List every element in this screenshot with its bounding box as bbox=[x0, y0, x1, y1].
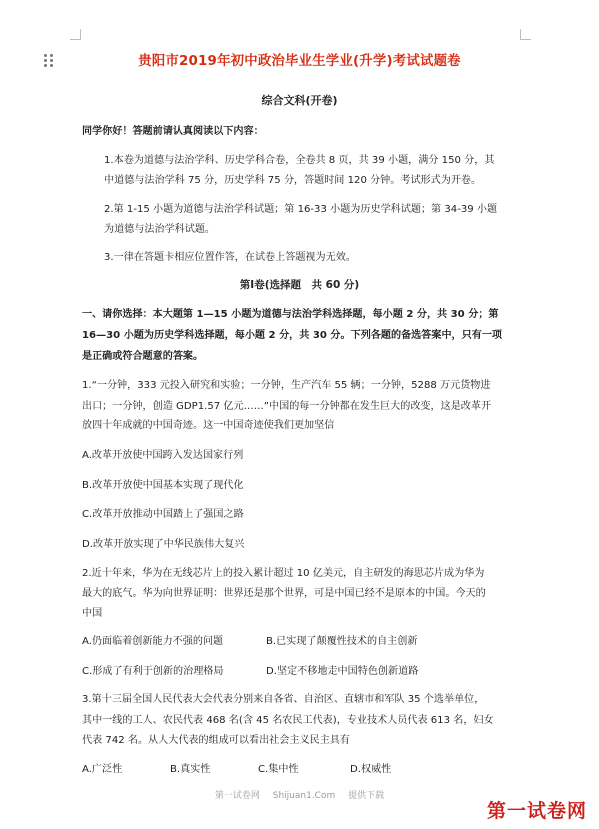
question-2-option-a: A.仍面临着创新能力不强的问题 bbox=[82, 636, 224, 647]
question-2-stem-line-3: 中国 bbox=[82, 608, 103, 619]
question-1-stem-line-1: 1.“一分钟，333 元投入研究和实验；一分钟，生产汽车 55 辆；一分钟，5288 万元货物进 bbox=[82, 380, 491, 391]
question-2-option-c: C.形成了有利于创新的治理格局 bbox=[82, 666, 224, 677]
question-3-option-b: B.真实性 bbox=[170, 764, 211, 775]
question-1-stem-line-3: 放四十年成就的中国奇迹。这一中国奇迹使我们更加坚信 bbox=[82, 420, 335, 431]
part-intro-line-1: 一、请你选择：本大题第 1—15 小题为道德与法治学科选择题，每小题 2 分，共 30 分；第 bbox=[82, 309, 499, 320]
instruction-1-line-1: 1.本卷为道德与法治学科、历史学科合卷，全卷共 8 页，共 39 小题，满分 150 分，其 bbox=[104, 155, 495, 166]
exam-title: 贵阳市2019年初中政治毕业生学业(升学)考试试题卷 bbox=[138, 54, 461, 69]
footer-site-url[interactable]: Shijuan1.Com bbox=[272, 791, 336, 801]
site-watermark-logo: 第一试卷网 bbox=[486, 800, 587, 822]
question-1-option-c: C.改革开放推动中国踏上了强国之路 bbox=[82, 509, 244, 520]
part-intro-line-3: 是正确或符合题意的答案。 bbox=[82, 351, 204, 362]
question-1-option-b: B.改革开放使中国基本实现了现代化 bbox=[82, 480, 244, 491]
question-3-stem-line-2: 其中一线的工人、农民代表 468 名(含 45 名农民工代表)，专业技术人员代表 613 名，妇女 bbox=[82, 715, 494, 726]
footer-download-text: 提供下载 bbox=[348, 791, 385, 801]
greeting: 同学你好！答题前请认真阅读以下内容： bbox=[82, 126, 264, 137]
exam-subtitle: 综合文科(开卷) bbox=[261, 94, 338, 107]
question-3-option-d: D.权威性 bbox=[350, 764, 392, 775]
question-3-option-a: A.广泛性 bbox=[82, 764, 123, 775]
instruction-2-line-2: 为道德与法治学科试题。 bbox=[104, 224, 216, 235]
question-3-stem-line-1: 3.第十三届全国人民代表大会代表分别来自各省、自治区、直辖市和军队 35 个选举单位， bbox=[82, 694, 485, 705]
section-title: 第Ⅰ卷(选择题 共 60 分) bbox=[239, 279, 360, 291]
question-2-stem-line-2: 最大的底气。华为向世界证明：世界还是那个世界，可是中国已经不是原本的中国。今天的 bbox=[82, 588, 486, 599]
question-2-option-d: D.坚定不移地走中国特色创新道路 bbox=[266, 666, 419, 677]
page-corner-mark-left bbox=[70, 29, 81, 40]
instruction-2-line-1: 2.第 1-15 小题为道德与法治学科试题；第 16-33 小题为历史学科试题；第 34-39 小题 bbox=[104, 204, 498, 215]
instruction-1-line-2: 中道德与法治学科 75 分，历史学科 75 分，答题时间 120 分钟。考试形式为开卷。 bbox=[104, 175, 482, 186]
footer-site-name: 第一试卷网 bbox=[214, 791, 260, 801]
question-1-option-d: D.改革开放实现了中华民族伟大复兴 bbox=[82, 539, 245, 550]
question-1-stem-line-2: 出口；一分钟，创造 GDP1.57 亿元……”中国的每一分钟都在发生巨大的改变，这是改革开 bbox=[82, 401, 492, 412]
question-2-stem-line-1: 2.近十年来，华为在无线芯片上的投入累计超过 10 亿美元，自主研发的海思芯片成为华为 bbox=[82, 568, 485, 579]
question-2-option-b: B.已实现了颠覆性技术的自主创新 bbox=[266, 636, 418, 647]
instruction-3: 3.一律在答题卡相应位置作答，在试卷上答题视为无效。 bbox=[104, 252, 356, 263]
question-3-stem-line-3: 代表 742 名。从人大代表的组成可以看出社会主义民主具有 bbox=[82, 735, 350, 746]
part-intro-line-2: 16—30 小题为历史学科选择题，每小题 2 分，共 30 分。下列各题的备选答案中，只有一项 bbox=[82, 330, 503, 341]
question-1-option-a: A.改革开放使中国跨入发达国家行列 bbox=[82, 450, 244, 461]
page-corner-mark-right bbox=[520, 29, 531, 40]
question-3-option-c: C.集中性 bbox=[258, 764, 299, 775]
